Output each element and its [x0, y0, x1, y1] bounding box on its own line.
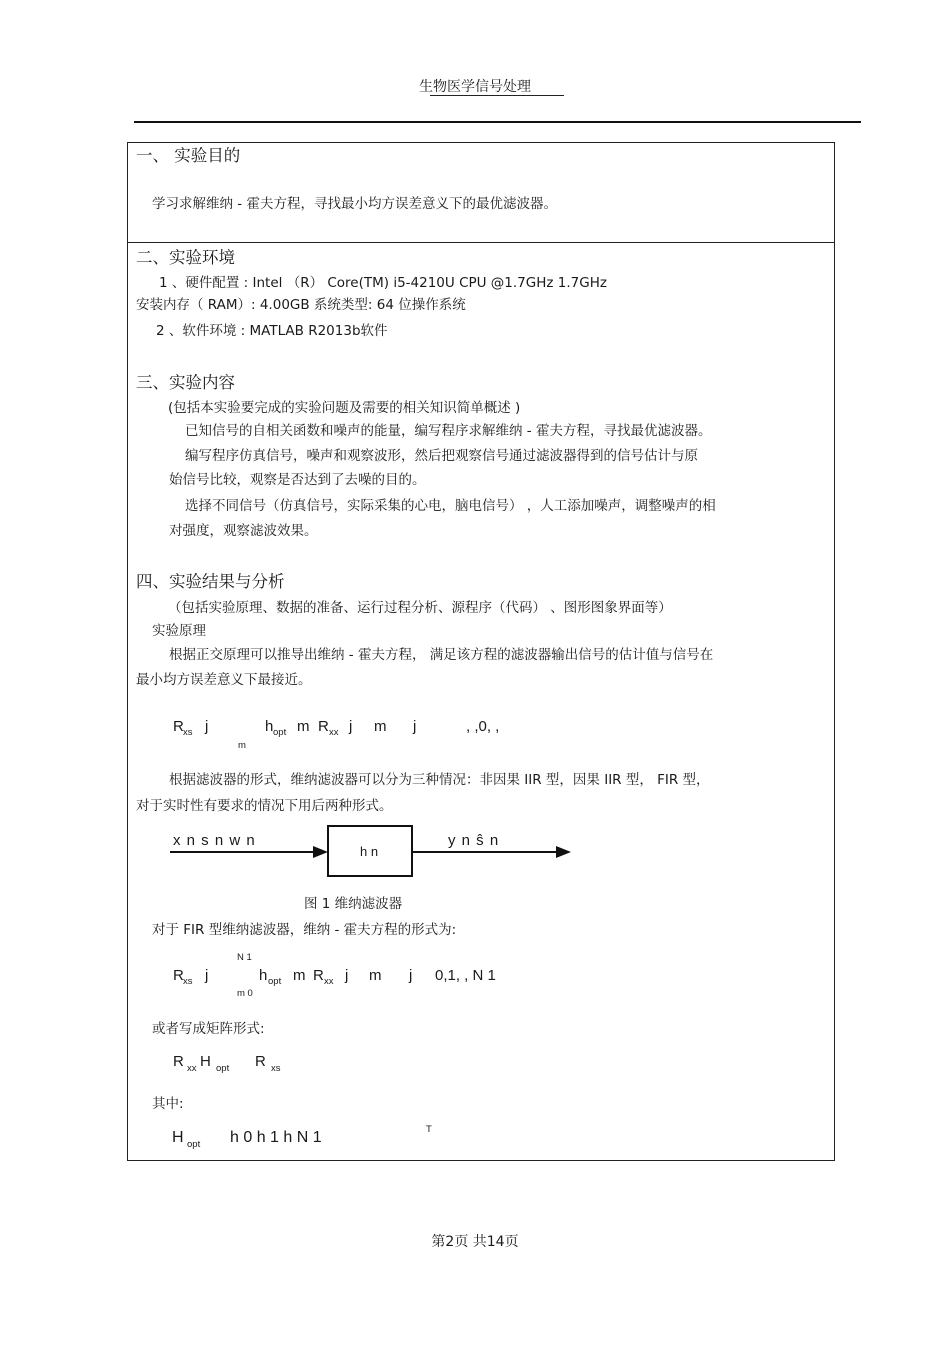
eq1-sum-index-m: m — [238, 740, 246, 751]
eq4-sub-opt: opt — [187, 1139, 201, 1150]
eq2-sum-lower: m 0 — [237, 988, 253, 999]
diagram-input-label: x n s n w n — [173, 832, 256, 849]
eq3-sub-xs: xs — [271, 1063, 281, 1074]
eq2-j2: j — [345, 967, 349, 984]
eq4-H: H — [172, 1129, 184, 1146]
eq3-R: R — [173, 1053, 184, 1070]
eq2-m3: m — [369, 967, 382, 984]
eq1-j: j — [205, 718, 209, 735]
eq3-sub-xx: xx — [187, 1063, 197, 1074]
diagram-block-label: h n — [360, 844, 379, 859]
eq1-h: h — [265, 718, 274, 735]
output-arrowhead-icon — [556, 846, 571, 858]
eq2-tail: 0,1, , N 1 — [435, 967, 496, 984]
section3-paragraph-1: 已知信号的自相关函数和噪声的能量，编写程序求解维纳 - 霍夫方程，寻找最优滤波器。 — [185, 423, 712, 439]
eq3-sub-opt: opt — [216, 1063, 230, 1074]
where-label: 其中: — [152, 1096, 184, 1112]
section3-paragraph-2a: 编写程序仿真信号，噪声和观察波形，然后把观察信号通过滤波器得到的信号估计与原 — [185, 448, 698, 464]
memory-system-type: 安装内存（ RAM）: 4.00GB 系统类型: 64 位操作系统 — [136, 297, 466, 313]
eq1-sub-opt: opt — [273, 727, 287, 738]
filter-forms-paragraph-a: 根据滤波器的形式，维纳滤波器可以分为三种情况：非因果 IIR 型，因果 IIR 型， FIR 型， — [169, 772, 710, 788]
eq4-body: h 0 h 1 h N 1 — [230, 1129, 322, 1146]
filter-forms-paragraph-b: 对于实时性有要求的情况下用后两种形式。 — [136, 798, 393, 814]
eq2-h: h — [259, 967, 268, 984]
box-divider — [127, 242, 835, 243]
eq2-sub-xx: xx — [324, 976, 334, 987]
eq2-j3: j — [409, 967, 413, 984]
figure-caption: 图 1 维纳滤波器 — [304, 896, 403, 912]
eq3-H: H — [200, 1053, 211, 1070]
header-rule — [134, 121, 861, 123]
hardware-config: 1 、硬件配置 : Intel （R） Core(TM) i5-4210U CPU @1.7GHz 1.7GHz — [159, 275, 607, 291]
eq2-j: j — [205, 967, 209, 984]
eq1-m: m — [297, 718, 310, 735]
eq1-tail: , ,0, , — [466, 718, 500, 735]
principle-paragraph-1b: 最小均方误差意义下最接近。 — [136, 672, 312, 688]
eq2-sub-opt: opt — [268, 976, 282, 987]
section3-note: (包括本实验要完成的实验问题及需要的相关知识简单概述 ) — [168, 400, 521, 416]
eq2-R: R — [173, 967, 184, 984]
matrix-intro: 或者写成矩阵形式: — [152, 1021, 265, 1037]
section3-paragraph-3b: 对强度，观察滤波效果。 — [169, 523, 318, 539]
section1-title: 一、 实验目的 — [136, 146, 241, 165]
eq2-R2: R — [313, 967, 324, 984]
eq1-m3: m — [374, 718, 387, 735]
eq3-R2: R — [255, 1053, 266, 1070]
section3-paragraph-2b: 始信号比较，观察是否达到了去噪的目的。 — [169, 472, 426, 488]
software-environment: 2 、软件环境 : MATLAB R2013b软件 — [156, 323, 388, 339]
section4-note: （包括实验原理、数据的准备、运行过程分析、源程序（代码） 、图形图象界面等） — [168, 600, 672, 616]
eq1-R: R — [173, 718, 184, 735]
section1-text: 学习求解维纳 - 霍夫方程，寻找最小均方误差意义下的最优滤波器。 — [152, 196, 557, 212]
eq1-R2: R — [318, 718, 329, 735]
header-underline — [430, 95, 564, 96]
eq1-sub-xx: xx — [329, 727, 339, 738]
eq1-j3: j — [413, 718, 417, 735]
principle-title: 实验原理 — [152, 623, 206, 639]
page-header-title: 生物医学信号处理 — [419, 79, 531, 95]
section3-paragraph-3a: 选择不同信号（仿真信号，实际采集的心电，脑电信号） ，人工添加噪声，调整噪声的相 — [185, 498, 716, 514]
eq2-sub-xs: xs — [183, 976, 193, 987]
section2-title: 二、实验环境 — [136, 248, 235, 267]
diagram-output-label: y n ŝ n — [448, 832, 500, 849]
eq2-m: m — [293, 967, 306, 984]
section3-title: 三、实验内容 — [136, 373, 235, 392]
fir-intro: 对于 FIR 型维纳滤波器，维纳 - 霍夫方程的形式为: — [152, 922, 457, 938]
input-arrowhead-icon — [313, 846, 328, 858]
eq1-j2: j — [349, 718, 353, 735]
section4-title: 四、实验结果与分析 — [136, 572, 285, 591]
page-footer: 第2页 共14页 — [431, 1234, 519, 1250]
eq1-sub-xs: xs — [183, 727, 193, 738]
principle-paragraph-1a: 根据正交原理可以推导出维纳 - 霍夫方程， 满足该方程的滤波器输出信号的估计值与信号在 — [169, 647, 714, 663]
eq4-transpose: T — [426, 1124, 432, 1135]
eq2-sum-upper: N 1 — [237, 952, 252, 963]
